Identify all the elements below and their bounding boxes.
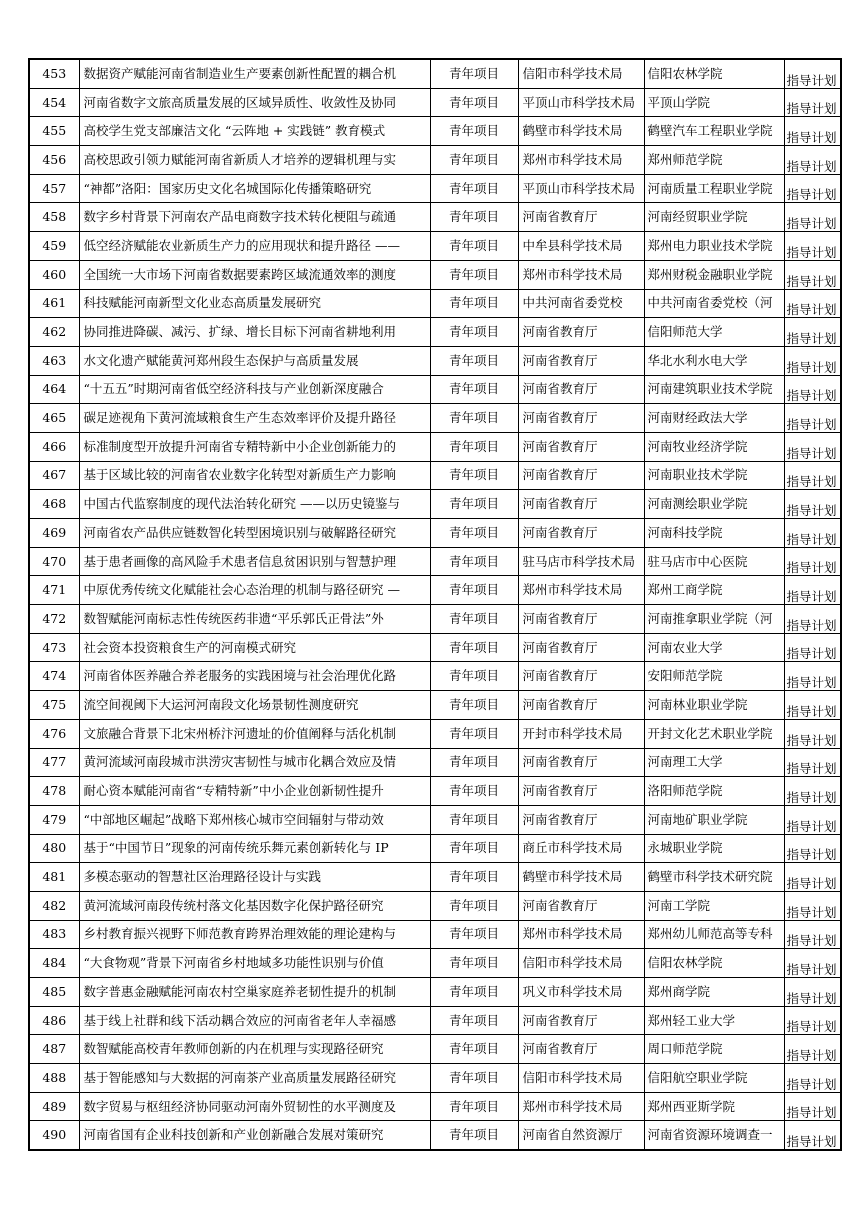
- recommending-department: 鹤壁市科学技术局: [518, 863, 644, 892]
- table-row: [29, 432, 841, 461]
- plan-category: 指导计划: [784, 461, 841, 490]
- project-type: 青年项目: [430, 490, 518, 519]
- plan-category: 指导计划: [784, 1121, 841, 1150]
- undertaking-unit: 安阳师范学院: [644, 662, 784, 691]
- project-title: 河南省农产品供应链数智化转型困境识别与破解路径研究: [79, 519, 430, 548]
- table-row: [29, 146, 841, 175]
- undertaking-unit: 郑州师范学院: [644, 146, 784, 175]
- table-row: [29, 289, 841, 318]
- plan-category: 指导计划: [784, 662, 841, 691]
- plan-category: 指导计划: [784, 605, 841, 634]
- table-row: [29, 978, 841, 1007]
- undertaking-unit: 郑州工商学院: [644, 576, 784, 605]
- project-type: 青年项目: [430, 662, 518, 691]
- plan-category: 指导计划: [784, 232, 841, 261]
- row-number: 474: [29, 662, 79, 691]
- table-row: [29, 891, 841, 920]
- row-number: 470: [29, 547, 79, 576]
- row-number: 467: [29, 461, 79, 490]
- project-type: 青年项目: [430, 146, 518, 175]
- recommending-department: 郑州市科学技术局: [518, 576, 644, 605]
- table-row: [29, 232, 841, 261]
- undertaking-unit: 郑州财税金融职业学院: [644, 260, 784, 289]
- table-row: [29, 719, 841, 748]
- project-title: 河南省国有企业科技创新和产业创新融合发展对策研究: [79, 1121, 430, 1150]
- project-title: 基于区域比较的河南省农业数字化转型对新质生产力影响: [79, 461, 430, 490]
- undertaking-unit: 周口师范学院: [644, 1035, 784, 1064]
- table-row: [29, 633, 841, 662]
- project-title: 数字乡村背景下河南农产品电商数字技术转化梗阻与疏通: [79, 203, 430, 232]
- plan-category: 指导计划: [784, 404, 841, 433]
- project-type: 青年项目: [430, 719, 518, 748]
- plan-category: 指导计划: [784, 318, 841, 347]
- row-number: 466: [29, 432, 79, 461]
- project-type: 青年项目: [430, 576, 518, 605]
- row-number: 479: [29, 805, 79, 834]
- table-row: [29, 375, 841, 404]
- project-title: 文旅融合背景下北宋州桥汴河遗址的价值阐释与活化机制: [79, 719, 430, 748]
- table-row: [29, 346, 841, 375]
- project-type: 青年项目: [430, 461, 518, 490]
- project-type: 青年项目: [430, 318, 518, 347]
- project-type: 青年项目: [430, 375, 518, 404]
- plan-category: 指导计划: [784, 576, 841, 605]
- project-title: 协同推进降碳、减污、扩绿、增长目标下河南省耕地利用: [79, 318, 430, 347]
- plan-category: 指导计划: [784, 289, 841, 318]
- plan-category: 指导计划: [784, 346, 841, 375]
- undertaking-unit: 河南经贸职业学院: [644, 203, 784, 232]
- recommending-department: 信阳市科学技术局: [518, 949, 644, 978]
- recommending-department: 河南省教育厅: [518, 346, 644, 375]
- undertaking-unit: 河南地矿职业学院: [644, 805, 784, 834]
- table-row: [29, 1035, 841, 1064]
- row-number: 460: [29, 260, 79, 289]
- row-number: 456: [29, 146, 79, 175]
- plan-category: 指导计划: [784, 691, 841, 720]
- recommending-department: 巩义市科学技术局: [518, 978, 644, 1007]
- plan-category: 指导计划: [784, 59, 841, 88]
- recommending-department: 河南省教育厅: [518, 318, 644, 347]
- recommending-department: 河南省教育厅: [518, 519, 644, 548]
- project-type: 青年项目: [430, 1006, 518, 1035]
- table-row: [29, 834, 841, 863]
- row-number: 477: [29, 748, 79, 777]
- plan-category: 指导计划: [784, 719, 841, 748]
- project-title: 基于患者画像的高风险手术患者信息贫困识别与智慧护理: [79, 547, 430, 576]
- table-row: [29, 318, 841, 347]
- plan-category: 指导计划: [784, 777, 841, 806]
- table-row: [29, 920, 841, 949]
- table-row: [29, 1006, 841, 1035]
- row-number: 486: [29, 1006, 79, 1035]
- row-number: 458: [29, 203, 79, 232]
- undertaking-unit: 驻马店市中心医院: [644, 547, 784, 576]
- row-number: 459: [29, 232, 79, 261]
- row-number: 483: [29, 920, 79, 949]
- undertaking-unit: 河南质量工程职业学院: [644, 174, 784, 203]
- undertaking-unit: 河南财经政法大学: [644, 404, 784, 433]
- recommending-department: 河南省教育厅: [518, 404, 644, 433]
- recommending-department: 河南省教育厅: [518, 1006, 644, 1035]
- row-number: 478: [29, 777, 79, 806]
- row-number: 469: [29, 519, 79, 548]
- project-title: 科技赋能河南新型文化业态高质量发展研究: [79, 289, 430, 318]
- undertaking-unit: 郑州幼儿师范高等专科: [644, 920, 784, 949]
- recommending-department: 鹤壁市科学技术局: [518, 117, 644, 146]
- row-number: 489: [29, 1092, 79, 1121]
- row-number: 484: [29, 949, 79, 978]
- project-title: 数字贸易与枢纽经济协同驱动河南外贸韧性的水平测度及: [79, 1092, 430, 1121]
- table-row: [29, 605, 841, 634]
- row-number: 453: [29, 59, 79, 88]
- project-title: 基于“中国节日”现象的河南传统乐舞元素创新转化与 IP: [79, 834, 430, 863]
- project-type: 青年项目: [430, 949, 518, 978]
- project-title: “十五五”时期河南省低空经济科技与产业创新深度融合: [79, 375, 430, 404]
- recommending-department: 河南省自然资源厅: [518, 1121, 644, 1150]
- row-number: 461: [29, 289, 79, 318]
- project-title: 中原优秀传统文化赋能社会心态治理的机制与路径研究 —: [79, 576, 430, 605]
- project-title: “大食物观”背景下河南省乡村地域多功能性识别与价值: [79, 949, 430, 978]
- table-row: [29, 777, 841, 806]
- recommending-department: 河南省教育厅: [518, 691, 644, 720]
- plan-category: 指导计划: [784, 547, 841, 576]
- row-number: 488: [29, 1064, 79, 1093]
- undertaking-unit: 信阳农林学院: [644, 59, 784, 88]
- row-number: 457: [29, 174, 79, 203]
- undertaking-unit: 河南农业大学: [644, 633, 784, 662]
- project-title: 耐心资本赋能河南省“专精特新”中小企业创新韧性提升: [79, 777, 430, 806]
- project-title: 高校思政引领力赋能河南省新质人才培养的逻辑机理与实: [79, 146, 430, 175]
- plan-category: 指导计划: [784, 1064, 841, 1093]
- project-title: 河南省数字文旅高质量发展的区域异质性、收敛性及协同: [79, 88, 430, 117]
- undertaking-unit: 开封文化艺术职业学院: [644, 719, 784, 748]
- row-number: 455: [29, 117, 79, 146]
- project-title: 全国统一大市场下河南省数据要素跨区域流通效率的测度: [79, 260, 430, 289]
- recommending-department: 郑州市科学技术局: [518, 920, 644, 949]
- recommending-department: 中牟县科学技术局: [518, 232, 644, 261]
- project-type: 青年项目: [430, 605, 518, 634]
- row-number: 476: [29, 719, 79, 748]
- project-title: 社会资本投资粮食生产的河南模式研究: [79, 633, 430, 662]
- row-number: 490: [29, 1121, 79, 1150]
- recommending-department: 信阳市科学技术局: [518, 1064, 644, 1093]
- plan-category: 指导计划: [784, 146, 841, 175]
- row-number: 472: [29, 605, 79, 634]
- row-number: 475: [29, 691, 79, 720]
- project-type: 青年项目: [430, 1035, 518, 1064]
- recommending-department: 河南省教育厅: [518, 891, 644, 920]
- undertaking-unit: 郑州西亚斯学院: [644, 1092, 784, 1121]
- undertaking-unit: 洛阳师范学院: [644, 777, 784, 806]
- project-type: 青年项目: [430, 88, 518, 117]
- project-type: 青年项目: [430, 289, 518, 318]
- table-row: [29, 88, 841, 117]
- undertaking-unit: 华北水利水电大学: [644, 346, 784, 375]
- table-row: [29, 461, 841, 490]
- recommending-department: 河南省教育厅: [518, 203, 644, 232]
- undertaking-unit: 信阳师范大学: [644, 318, 784, 347]
- project-title: 多模态驱动的智慧社区治理路径设计与实践: [79, 863, 430, 892]
- table-row: [29, 260, 841, 289]
- plan-category: 指导计划: [784, 174, 841, 203]
- project-title: 数智赋能河南标志性传统医药非遗“平乐郭氏正骨法”外: [79, 605, 430, 634]
- table-row: [29, 1064, 841, 1093]
- project-type: 青年项目: [430, 1121, 518, 1150]
- row-number: 463: [29, 346, 79, 375]
- row-number: 480: [29, 834, 79, 863]
- project-title: 乡村教育振兴视野下师范教育跨界治理效能的理论建构与: [79, 920, 430, 949]
- plan-category: 指导计划: [784, 891, 841, 920]
- row-number: 465: [29, 404, 79, 433]
- row-number: 481: [29, 863, 79, 892]
- project-title: “中部地区崛起”战略下郑州核心城市空间辐射与带动效: [79, 805, 430, 834]
- plan-category: 指导计划: [784, 863, 841, 892]
- plan-category: 指导计划: [784, 1035, 841, 1064]
- project-type: 青年项目: [430, 777, 518, 806]
- undertaking-unit: 永城职业学院: [644, 834, 784, 863]
- table-row: [29, 662, 841, 691]
- row-number: 473: [29, 633, 79, 662]
- project-type: 青年项目: [430, 203, 518, 232]
- row-number: 454: [29, 88, 79, 117]
- table-row: [29, 1121, 841, 1150]
- row-number: 464: [29, 375, 79, 404]
- recommending-department: 河南省教育厅: [518, 805, 644, 834]
- row-number: 471: [29, 576, 79, 605]
- project-type: 青年项目: [430, 978, 518, 1007]
- project-title: 黄河流域河南段城市洪涝灾害韧性与城市化耦合效应及情: [79, 748, 430, 777]
- table-row: [29, 117, 841, 146]
- recommending-department: 河南省教育厅: [518, 432, 644, 461]
- recommending-department: 商丘市科学技术局: [518, 834, 644, 863]
- row-number: 462: [29, 318, 79, 347]
- table-row: [29, 863, 841, 892]
- recommending-department: 河南省教育厅: [518, 375, 644, 404]
- table-row: [29, 174, 841, 203]
- recommending-department: 郑州市科学技术局: [518, 260, 644, 289]
- table-row: [29, 576, 841, 605]
- project-title: 黄河流域河南段传统村落文化基因数字化保护路径研究: [79, 891, 430, 920]
- plan-category: 指导计划: [784, 490, 841, 519]
- plan-category: 指导计划: [784, 260, 841, 289]
- table-row: [29, 748, 841, 777]
- plan-category: 指导计划: [784, 633, 841, 662]
- project-type: 青年项目: [430, 432, 518, 461]
- project-title: 基于智能感知与大数据的河南茶产业高质量发展路径研究: [79, 1064, 430, 1093]
- recommending-department: 河南省教育厅: [518, 605, 644, 634]
- undertaking-unit: 河南林业职业学院: [644, 691, 784, 720]
- recommending-department: 河南省教育厅: [518, 490, 644, 519]
- project-title: 中国古代监察制度的现代法治转化研究 ——以历史镜鉴与: [79, 490, 430, 519]
- plan-category: 指导计划: [784, 949, 841, 978]
- recommending-department: 河南省教育厅: [518, 633, 644, 662]
- project-type: 青年项目: [430, 404, 518, 433]
- plan-category: 指导计划: [784, 748, 841, 777]
- undertaking-unit: 河南牧业经济学院: [644, 432, 784, 461]
- project-type: 青年项目: [430, 260, 518, 289]
- undertaking-unit: 信阳农林学院: [644, 949, 784, 978]
- project-title: 碳足迹视角下黄河流域粮食生产生态效率评价及提升路径: [79, 404, 430, 433]
- project-title: 标准制度型开放提升河南省专精特新中小企业创新能力的: [79, 432, 430, 461]
- undertaking-unit: 河南测绘职业学院: [644, 490, 784, 519]
- row-number: 482: [29, 891, 79, 920]
- plan-category: 指导计划: [784, 1092, 841, 1121]
- project-type: 青年项目: [430, 748, 518, 777]
- row-number: 487: [29, 1035, 79, 1064]
- undertaking-unit: 信阳航空职业学院: [644, 1064, 784, 1093]
- undertaking-unit: 郑州商学院: [644, 978, 784, 1007]
- undertaking-unit: 平顶山学院: [644, 88, 784, 117]
- plan-category: 指导计划: [784, 203, 841, 232]
- plan-category: 指导计划: [784, 805, 841, 834]
- recommending-department: 郑州市科学技术局: [518, 146, 644, 175]
- project-title: 数智赋能高校青年教师创新的内在机理与实现路径研究: [79, 1035, 430, 1064]
- table-row: [29, 691, 841, 720]
- undertaking-unit: 河南建筑职业技术学院: [644, 375, 784, 404]
- undertaking-unit: 河南职业技术学院: [644, 461, 784, 490]
- recommending-department: 开封市科学技术局: [518, 719, 644, 748]
- undertaking-unit: 郑州轻工业大学: [644, 1006, 784, 1035]
- project-type: 青年项目: [430, 547, 518, 576]
- project-title: 河南省体医养融合养老服务的实践困境与社会治理优化路: [79, 662, 430, 691]
- recommending-department: 郑州市科学技术局: [518, 1092, 644, 1121]
- recommending-department: 信阳市科学技术局: [518, 59, 644, 88]
- row-number: 468: [29, 490, 79, 519]
- plan-category: 指导计划: [784, 519, 841, 548]
- plan-category: 指导计划: [784, 978, 841, 1007]
- project-type: 青年项目: [430, 834, 518, 863]
- recommending-department: 驻马店市科学技术局: [518, 547, 644, 576]
- recommending-department: 平顶山市科学技术局: [518, 174, 644, 203]
- project-type: 青年项目: [430, 920, 518, 949]
- recommending-department: 平顶山市科学技术局: [518, 88, 644, 117]
- project-title: “神都”洛阳：国家历史文化名城国际化传播策略研究: [79, 174, 430, 203]
- undertaking-unit: 河南省资源环境调查一: [644, 1121, 784, 1150]
- table-row: [29, 404, 841, 433]
- plan-category: 指导计划: [784, 88, 841, 117]
- project-type: 青年项目: [430, 174, 518, 203]
- undertaking-unit: 河南理工大学: [644, 748, 784, 777]
- project-type: 青年项目: [430, 59, 518, 88]
- project-type: 青年项目: [430, 691, 518, 720]
- project-title: 数字普惠金融赋能河南农村空巢家庭养老韧性提升的机制: [79, 978, 430, 1007]
- recommending-department: 河南省教育厅: [518, 777, 644, 806]
- project-type: 青年项目: [430, 346, 518, 375]
- project-type: 青年项目: [430, 805, 518, 834]
- table-row: [29, 1092, 841, 1121]
- project-type: 青年项目: [430, 863, 518, 892]
- project-table: [28, 58, 842, 1151]
- table-row: [29, 59, 841, 88]
- recommending-department: 河南省教育厅: [518, 748, 644, 777]
- plan-category: 指导计划: [784, 1006, 841, 1035]
- undertaking-unit: 鹤壁汽车工程职业学院: [644, 117, 784, 146]
- undertaking-unit: 鹤壁市科学技术研究院: [644, 863, 784, 892]
- project-title: 高校学生党支部廉洁文化 “云阵地 + 实践链” 教育模式: [79, 117, 430, 146]
- plan-category: 指导计划: [784, 117, 841, 146]
- table-row: [29, 490, 841, 519]
- project-title: 数据资产赋能河南省制造业生产要素创新性配置的耦合机: [79, 59, 430, 88]
- undertaking-unit: 郑州电力职业技术学院: [644, 232, 784, 261]
- project-type: 青年项目: [430, 117, 518, 146]
- project-title: 流空间视阈下大运河河南段文化场景韧性测度研究: [79, 691, 430, 720]
- project-type: 青年项目: [430, 1092, 518, 1121]
- project-type: 青年项目: [430, 1064, 518, 1093]
- undertaking-unit: 中共河南省委党校（河: [644, 289, 784, 318]
- row-number: 485: [29, 978, 79, 1007]
- project-type: 青年项目: [430, 232, 518, 261]
- project-type: 青年项目: [430, 633, 518, 662]
- undertaking-unit: 河南科技学院: [644, 519, 784, 548]
- recommending-department: 河南省教育厅: [518, 662, 644, 691]
- plan-category: 指导计划: [784, 375, 841, 404]
- undertaking-unit: 河南工学院: [644, 891, 784, 920]
- project-title: 基于线上社群和线下活动耦合效应的河南省老年人幸福感: [79, 1006, 430, 1035]
- project-type: 青年项目: [430, 891, 518, 920]
- plan-category: 指导计划: [784, 432, 841, 461]
- project-title: 低空经济赋能农业新质生产力的应用现状和提升路径 ——: [79, 232, 430, 261]
- table-row: [29, 547, 841, 576]
- project-type: 青年项目: [430, 519, 518, 548]
- table-row: [29, 949, 841, 978]
- table-row: [29, 805, 841, 834]
- table-row: [29, 203, 841, 232]
- recommending-department: 中共河南省委党校: [518, 289, 644, 318]
- plan-category: 指导计划: [784, 834, 841, 863]
- table-row: [29, 519, 841, 548]
- recommending-department: 河南省教育厅: [518, 461, 644, 490]
- project-title: 水文化遗产赋能黄河郑州段生态保护与高质量发展: [79, 346, 430, 375]
- recommending-department: 河南省教育厅: [518, 1035, 644, 1064]
- undertaking-unit: 河南推拿职业学院（河: [644, 605, 784, 634]
- plan-category: 指导计划: [784, 920, 841, 949]
